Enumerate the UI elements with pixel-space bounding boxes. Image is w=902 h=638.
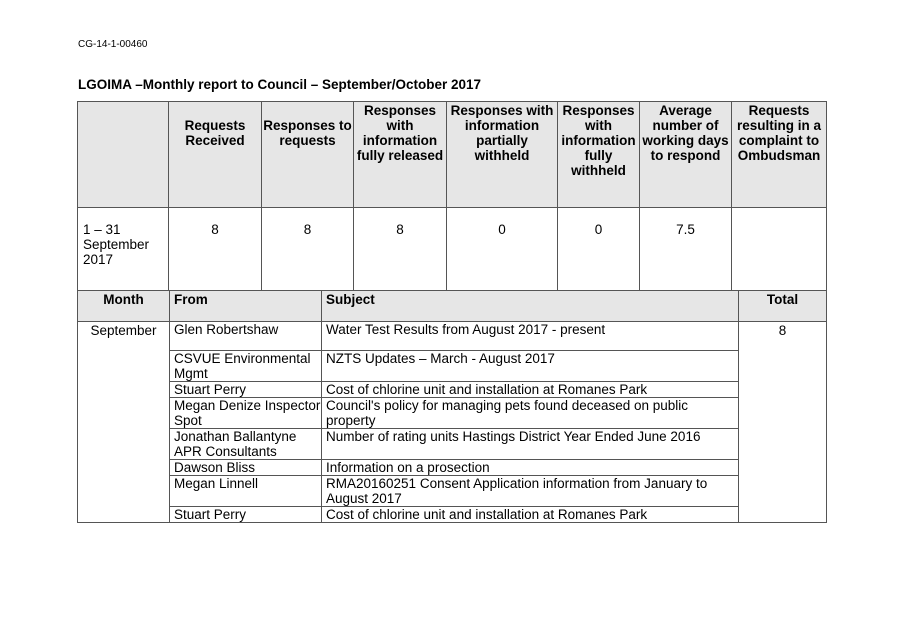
table-row: [78, 382, 827, 398]
request-subject: Number of rating units Hastings District Year Ended June 2016: [322, 429, 739, 460]
summary-data-row: [78, 208, 827, 297]
summary-header-responses: Responses to requests: [262, 102, 354, 208]
summary-ombudsman-value: [732, 208, 827, 297]
request-from: Megan Linnell: [170, 476, 322, 507]
summary-header-ombudsman: Requests resulting in a complaint to Ombudsman: [732, 102, 827, 208]
requests-header-from: From: [170, 291, 322, 322]
summary-received-value: 8: [169, 208, 262, 297]
request-subject: NZTS Updates – March - August 2017: [322, 351, 739, 382]
summary-header-received: Requests Received: [169, 102, 262, 208]
request-from: Stuart Perry: [170, 382, 322, 398]
summary-header-partially-withheld: Responses with information partially withheld: [447, 102, 558, 208]
summary-header-row: [78, 102, 827, 208]
summary-partially-withheld-value: 0: [447, 208, 558, 297]
request-subject: Information on a prosection: [322, 460, 739, 476]
request-subject: Water Test Results from August 2017 - present: [322, 322, 739, 351]
summary-responses-value: 8: [262, 208, 354, 297]
requests-table: [77, 290, 827, 523]
table-row: [78, 322, 827, 351]
request-from: CSVUE Environmental Mgmt: [170, 351, 322, 382]
request-subject: RMA20160251 Consent Application information from January to August 2017: [322, 476, 739, 507]
summary-header-fully-released: Responses with information fully released: [354, 102, 447, 208]
report-title: LGOIMA –Monthly report to Council – September/October 2017: [78, 77, 482, 92]
requests-header-row: [78, 291, 827, 322]
table-row: [78, 460, 827, 476]
table-row: [78, 398, 827, 429]
table-row: [78, 429, 827, 460]
document-reference: CG-14-1-00460: [78, 39, 148, 50]
request-from: Jonathan Ballantyne APR Consultants: [170, 429, 322, 460]
requests-header-total: Total: [739, 291, 827, 322]
summary-table: [77, 101, 827, 297]
request-subject: Cost of chlorine unit and installation at Romanes Park: [322, 382, 739, 398]
summary-fully-withheld-value: 0: [558, 208, 640, 297]
requests-month: September: [78, 322, 170, 523]
table-row: [78, 351, 827, 382]
summary-avg-days-value: 7.5: [640, 208, 732, 297]
request-from: Glen Robertshaw: [170, 322, 322, 351]
request-subject: Council's policy for managing pets found deceased on public property: [322, 398, 739, 429]
request-from: Stuart Perry: [170, 507, 322, 523]
request-from: Megan Denize Inspector Spot: [170, 398, 322, 429]
table-row: [78, 507, 827, 523]
summary-period: 1 – 31 September 2017: [78, 208, 169, 297]
summary-fully-released-value: 8: [354, 208, 447, 297]
requests-header-month: Month: [78, 291, 170, 322]
requests-header-subject: Subject: [322, 291, 739, 322]
request-from: Dawson Bliss: [170, 460, 322, 476]
summary-header-blank: [78, 102, 169, 208]
table-row: [78, 476, 827, 507]
request-subject: Cost of chlorine unit and installation at Romanes Park: [322, 507, 739, 523]
summary-header-avg-days: Average number of working days to respond: [640, 102, 732, 208]
summary-header-fully-withheld: Responses with information fully withheld: [558, 102, 640, 208]
requests-total: 8: [739, 322, 827, 523]
